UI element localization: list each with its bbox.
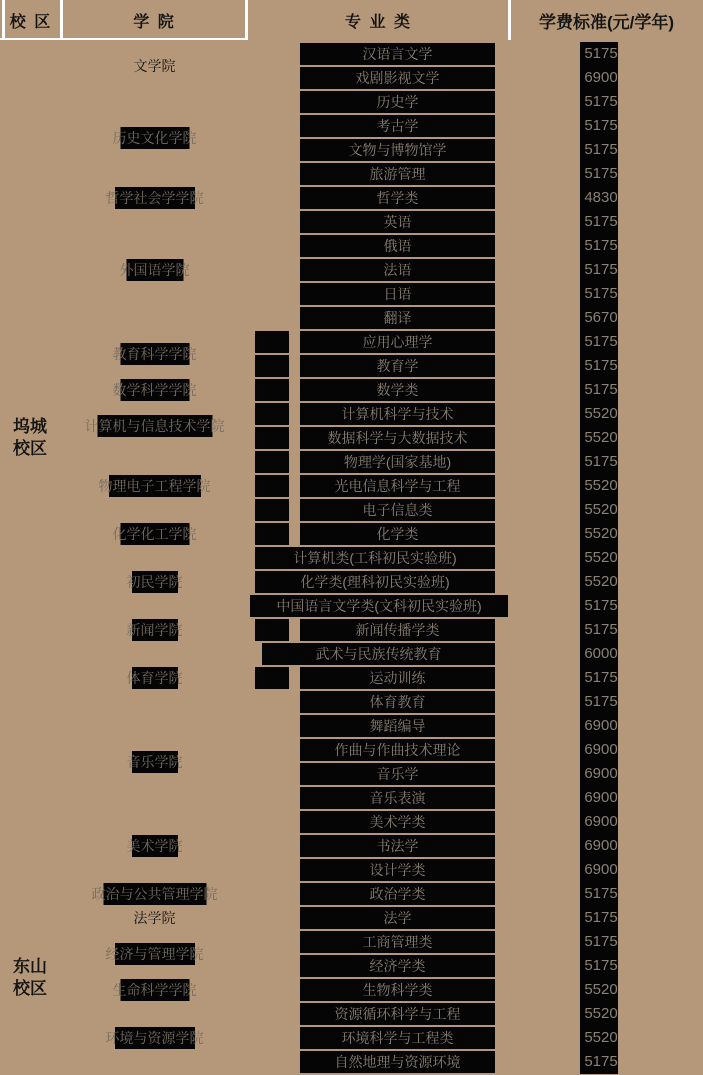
fee-value: 5175 <box>584 213 618 230</box>
major-cell: 体育教育 <box>300 691 495 713</box>
major-cell: 自然地理与资源环境 <box>300 1051 495 1073</box>
college-label: 哲学社会学学院 <box>62 187 247 209</box>
fee-value: 5175 <box>584 957 618 974</box>
major-cell: 法语 <box>300 259 495 281</box>
table-header <box>0 0 703 40</box>
table-row <box>0 546 703 570</box>
college-label: 体育学院 <box>62 667 247 689</box>
header-divider <box>2 0 5 40</box>
fee-value: 5175 <box>584 333 618 350</box>
major-left-block <box>255 667 289 689</box>
major-cell: 经济学类 <box>300 955 495 977</box>
table-row <box>0 498 703 522</box>
major-cell: 书法学 <box>300 835 495 857</box>
major-cell: 法学 <box>300 907 495 929</box>
table-row <box>0 858 703 882</box>
table-row <box>0 1050 703 1074</box>
table-row <box>0 282 703 306</box>
table-row <box>0 1002 703 1026</box>
fee-value: 6900 <box>584 741 618 758</box>
fee-value: 5520 <box>584 429 618 446</box>
college-label: 文学院 <box>133 58 176 74</box>
major-left-block <box>255 619 289 641</box>
major-cell: 应用心理学 <box>300 331 495 353</box>
table-row <box>0 90 703 114</box>
college-label: 历史文化学院 <box>62 127 247 149</box>
major-cell: 考古学 <box>300 115 495 137</box>
fee-value: 5175 <box>584 621 618 638</box>
fee-value: 5670 <box>584 309 618 326</box>
major-left-block <box>255 451 289 473</box>
fee-value: 5175 <box>584 93 618 110</box>
header-major: 专 业 类 <box>345 13 412 31</box>
table-row <box>0 306 703 330</box>
college-label: 经济与管理学院 <box>62 943 247 965</box>
major-cell: 计算机科学与技术 <box>300 403 495 425</box>
fee-value: 5520 <box>584 1029 618 1046</box>
fee-value: 6900 <box>584 813 618 830</box>
fee-value: 5520 <box>584 477 618 494</box>
major-cell: 物理学(国家基地) <box>300 451 495 473</box>
major-cell: 教育学 <box>300 355 495 377</box>
fee-value: 5175 <box>584 381 618 398</box>
college-label: 初民学院 <box>62 571 247 593</box>
major-cell: 英语 <box>300 211 495 233</box>
major-cell: 作曲与作曲技术理论 <box>300 739 495 761</box>
fee-value: 5175 <box>584 261 618 278</box>
major-cell: 武术与民族传统教育 <box>262 643 495 665</box>
table-row <box>0 642 703 666</box>
fee-value: 5175 <box>584 597 618 614</box>
header-fee: 学费标准(元/学年) <box>538 12 675 32</box>
fee-value: 6900 <box>584 837 618 854</box>
college-label: 外国语学院 <box>62 259 247 281</box>
fee-value: 5175 <box>584 909 618 926</box>
table-row <box>0 810 703 834</box>
table-body <box>0 42 703 1075</box>
major-cell: 数学类 <box>300 379 495 401</box>
fee-value: 6900 <box>584 861 618 878</box>
major-left-block <box>255 475 289 497</box>
major-cell: 新闻传播学类 <box>300 619 495 641</box>
major-left-block <box>255 403 289 425</box>
header-divider <box>508 0 511 40</box>
fee-value: 6900 <box>584 765 618 782</box>
major-cell: 资源循环科学与工程 <box>300 1003 495 1025</box>
major-cell: 政治学类 <box>300 883 495 905</box>
major-left-block <box>255 379 289 401</box>
college-label: 法学院 <box>133 910 176 926</box>
major-cell: 中国语言文学类(文科初民实验班) <box>250 595 508 617</box>
fee-value: 5175 <box>584 237 618 254</box>
header-college: 学 院 <box>133 13 176 31</box>
header-campus: 校 区 <box>9 13 53 31</box>
table-row <box>0 594 703 618</box>
college-label: 环境与资源学院 <box>62 1027 247 1049</box>
major-cell: 化学类 <box>300 523 495 545</box>
fee-value: 5175 <box>584 45 618 62</box>
major-cell: 旅游管理 <box>300 163 495 185</box>
fee-value: 6900 <box>584 789 618 806</box>
college-label: 政治与公共管理学院 <box>62 883 247 905</box>
fee-value: 6900 <box>584 69 618 86</box>
major-left-block <box>255 331 289 353</box>
major-cell: 音乐表演 <box>300 787 495 809</box>
major-cell: 美术学类 <box>300 811 495 833</box>
fee-value: 5175 <box>584 933 618 950</box>
table-row <box>0 690 703 714</box>
fee-value: 6000 <box>584 645 618 662</box>
college-label: 生命科学学院 <box>62 979 247 1001</box>
major-cell: 生物科学类 <box>300 979 495 1001</box>
major-cell: 日语 <box>300 283 495 305</box>
major-cell: 光电信息科学与工程 <box>300 475 495 497</box>
college-label: 美术学院 <box>62 835 247 857</box>
major-cell: 计算机类(工科初民实验班) <box>255 547 495 569</box>
fee-value: 6900 <box>584 717 618 734</box>
major-left-block <box>255 523 289 545</box>
college-label: 化学化工学院 <box>62 523 247 545</box>
college-label: 音乐学院 <box>62 751 247 773</box>
fee-value: 5175 <box>584 1053 618 1070</box>
fee-value: 5175 <box>584 117 618 134</box>
table-row <box>0 234 703 258</box>
major-cell: 环境科学与工程类 <box>300 1027 495 1049</box>
table-row <box>0 210 703 234</box>
header-divider <box>60 0 63 40</box>
fee-value: 5175 <box>584 165 618 182</box>
major-cell: 化学类(理科初民实验班) <box>255 571 495 593</box>
college-label: 新闻学院 <box>62 619 247 641</box>
major-cell: 音乐学 <box>300 763 495 785</box>
header-underline <box>0 38 247 40</box>
major-cell: 运动训练 <box>300 667 495 689</box>
major-cell: 工商管理类 <box>300 931 495 953</box>
fee-value: 5520 <box>584 525 618 542</box>
table-row <box>0 786 703 810</box>
major-cell: 文物与博物馆学 <box>300 139 495 161</box>
fee-value: 5175 <box>584 141 618 158</box>
major-cell: 戏剧影视文学 <box>300 67 495 89</box>
table-row <box>0 714 703 738</box>
table-row <box>0 162 703 186</box>
fee-value: 4830 <box>584 189 618 206</box>
table-row <box>0 450 703 474</box>
major-cell: 设计学类 <box>300 859 495 881</box>
major-cell: 翻译 <box>300 307 495 329</box>
major-left-block <box>255 427 289 449</box>
major-cell: 舞蹈编导 <box>300 715 495 737</box>
major-left-block <box>255 499 289 521</box>
campus-label: 东山校区 <box>13 957 47 998</box>
major-cell: 俄语 <box>300 235 495 257</box>
campus-label: 坞城校区 <box>13 417 47 458</box>
college-label: 数学科学学院 <box>62 379 247 401</box>
major-cell: 电子信息类 <box>300 499 495 521</box>
fee-value: 5520 <box>584 1005 618 1022</box>
fee-value: 5175 <box>584 285 618 302</box>
fee-value: 5520 <box>584 501 618 518</box>
major-left-block <box>255 355 289 377</box>
fee-value: 5175 <box>584 453 618 470</box>
major-cell: 汉语言文学 <box>300 43 495 65</box>
college-label: 物理电子工程学院 <box>62 475 247 497</box>
fee-value: 5520 <box>584 573 618 590</box>
fee-value: 5520 <box>584 981 618 998</box>
major-cell: 数据科学与大数据技术 <box>300 427 495 449</box>
fee-value: 5520 <box>584 405 618 422</box>
header-divider <box>245 0 248 40</box>
fee-value: 5175 <box>584 885 618 902</box>
major-cell: 历史学 <box>300 91 495 113</box>
fee-value: 5175 <box>584 357 618 374</box>
fee-value: 5175 <box>584 693 618 710</box>
major-cell: 哲学类 <box>300 187 495 209</box>
fee-value: 5520 <box>584 549 618 566</box>
college-label: 教育科学学院 <box>62 343 247 365</box>
fee-value: 5175 <box>584 669 618 686</box>
college-label: 计算机与信息技术学院 <box>62 415 247 437</box>
